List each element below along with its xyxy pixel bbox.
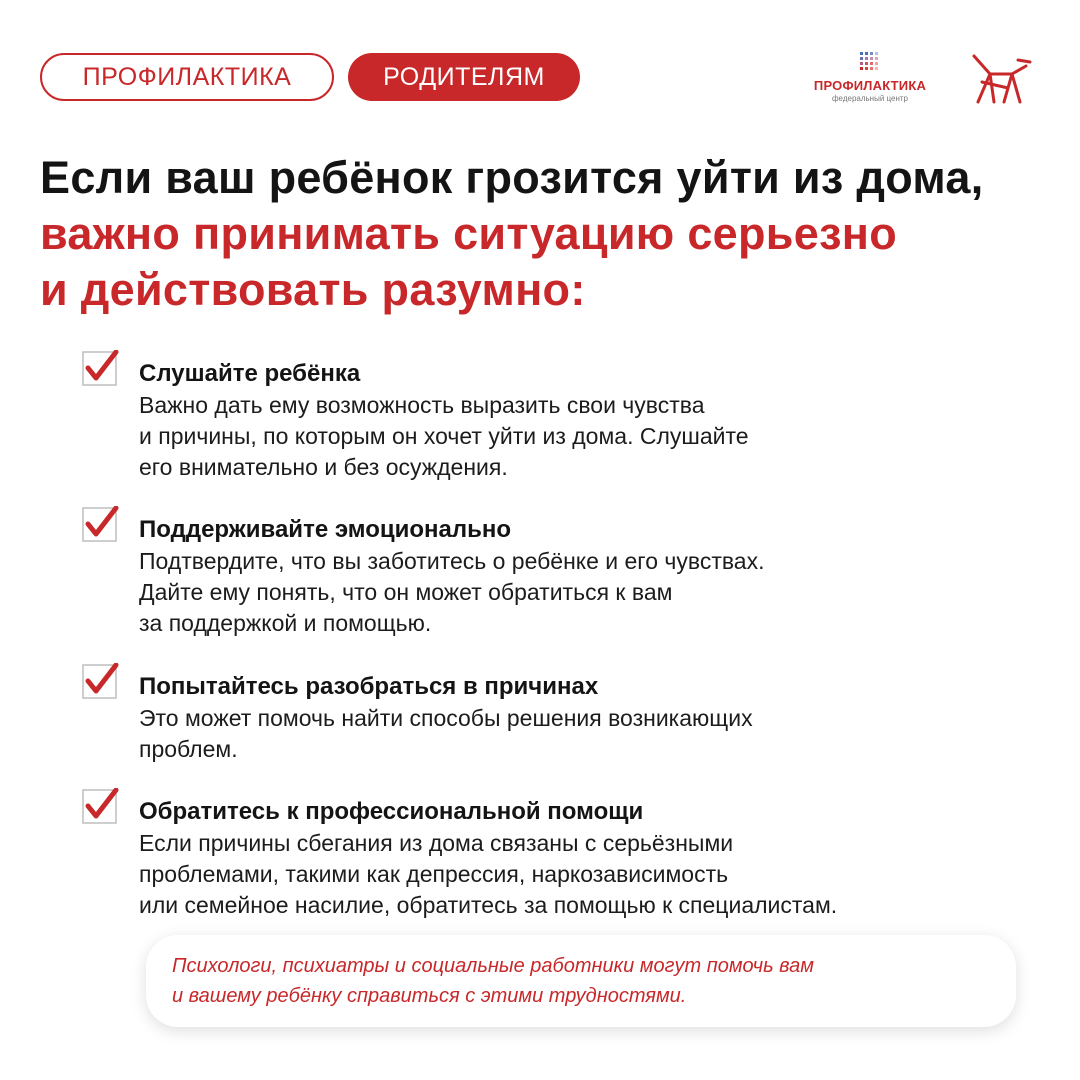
item-text: Важно дать ему возможность выразить свои чувства и причины, по которым он хочет уйти из дома. Слушайте его внимательно и без осуждения. — [139, 392, 749, 480]
checkbox-checked-icon — [82, 506, 120, 542]
headline-line-2: важно принимать ситуацию серьезно — [40, 208, 898, 259]
item-title: Обратитесь к профессиональной помощи — [139, 798, 644, 825]
item-title: Слушайте ребёнка — [139, 360, 361, 387]
checkbox-checked-icon — [82, 663, 120, 699]
logo-subtitle: федеральный центр — [831, 94, 909, 103]
note-card — [146, 935, 1016, 1027]
tag-audience: РОДИТЕЛЯМ — [348, 53, 580, 101]
item-text: Подтвердите, что вы заботитесь о ребёнке и его чувствах. Дайте ему понять, что он может обратиться к вам за поддержкой и помощью. — [139, 548, 765, 636]
logo-title: ПРОФИЛАКТИКА — [813, 78, 927, 93]
item-text: Если причины сбегания из дома связаны с серьёзными проблемами, такими как депрессия, наркозависимость или семейное насилие, обратитесь за помощью к специалистам. — [139, 830, 838, 918]
headline-line-1: Если ваш ребёнок грозится уйти из дома, — [40, 152, 984, 203]
item-title: Поддерживайте эмоционально — [139, 516, 512, 543]
item-text: Это может помочь найти способы решения возникающих проблем. — [139, 705, 753, 762]
headline — [40, 150, 984, 318]
profilaktika-logo — [808, 52, 932, 108]
note-text: Психологи, психиатры и социальные работники могут помочь вам и вашему ребёнку справиться с этими трудностями. — [172, 955, 815, 1007]
checkbox-checked-icon — [82, 788, 120, 824]
logo-grid-icon — [860, 52, 882, 74]
headline-line-3: и действовать разумно: — [40, 264, 586, 315]
checkbox-checked-icon — [82, 350, 120, 386]
item-title: Попытайтесь разобраться в причинах — [139, 673, 599, 700]
tag-topic: ПРОФИЛАКТИКА — [40, 53, 334, 101]
tag-group — [40, 53, 580, 101]
horse-logo-icon — [968, 52, 1032, 104]
